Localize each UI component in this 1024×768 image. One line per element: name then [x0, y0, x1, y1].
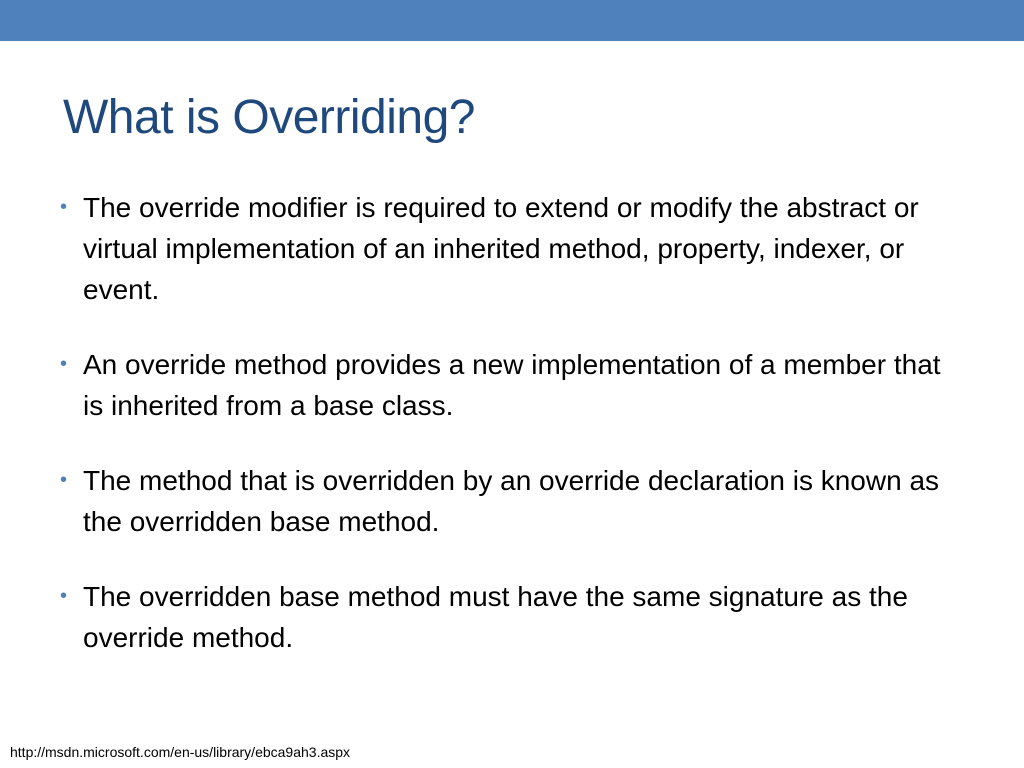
bullet-list	[60, 187, 960, 692]
bullet-marker-icon: •	[60, 196, 68, 218]
bullet-marker-icon: •	[60, 353, 68, 375]
top-accent-band	[0, 0, 1024, 41]
bullet-item	[60, 576, 960, 658]
source-url-link[interactable]: http://msdn.microsoft.com/en-us/library/ebca9ah3.aspx	[10, 744, 351, 760]
bullet-item	[60, 344, 960, 426]
slide-title: What is Overriding?	[63, 91, 475, 144]
bullet-text: The overridden base method must have the same signature as the override method.	[83, 581, 908, 653]
bullet-item	[60, 187, 960, 310]
bullet-item	[60, 460, 960, 542]
bullet-text: The override modifier is required to extend or modify the abstract or virtual implementation of an inherited method, property, indexer, or event.	[83, 192, 919, 305]
bullet-text: The method that is overridden by an override declaration is known as the overridden base method.	[83, 465, 940, 537]
bullet-marker-icon: •	[60, 585, 68, 607]
bullet-marker-icon: •	[60, 469, 68, 491]
bullet-text: An override method provides a new implementation of a member that is inherited from a base class.	[83, 349, 941, 421]
